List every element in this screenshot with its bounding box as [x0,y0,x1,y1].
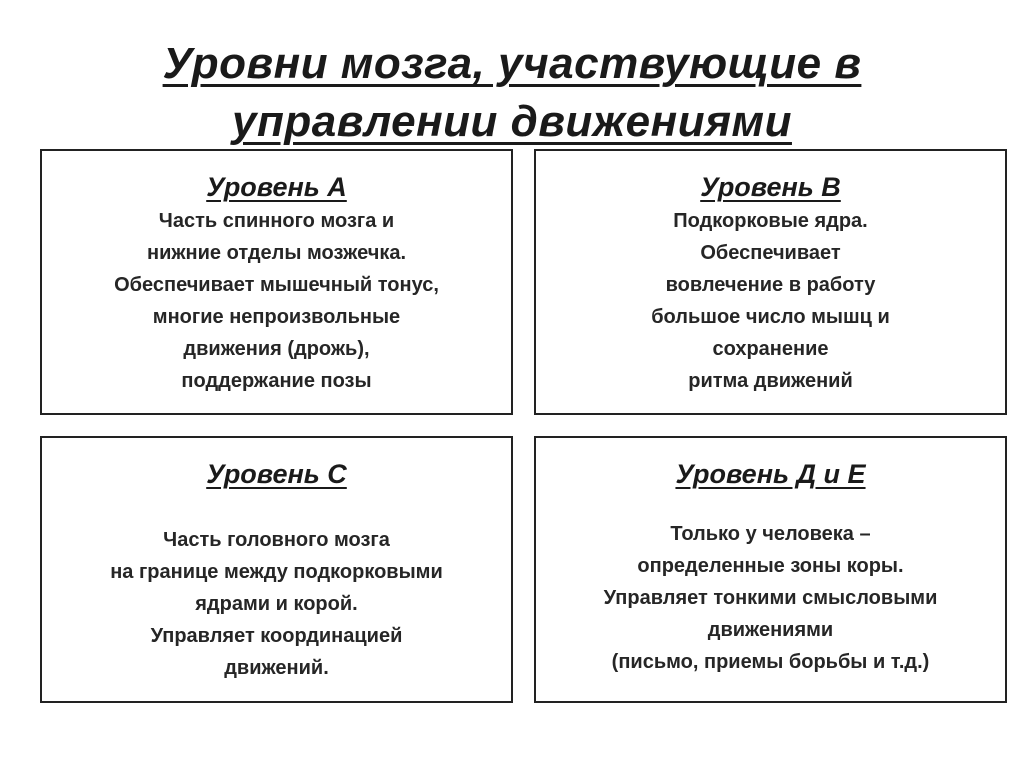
level-b-line: Подкорковые ядра. [673,210,868,232]
level-d-e-line: движениями [707,619,834,641]
level-d-e-line: (письмо, приемы борьбы и т.д.) [611,651,930,673]
level-d-e-box [534,436,1007,703]
level-a-line: Часть спинного мозга и [158,210,395,232]
level-a-box [40,149,513,415]
level-d-e-description [536,518,1005,678]
level-c-box [40,436,513,703]
level-c-line: Управляет координацией [150,625,403,647]
level-b-description [536,205,1005,397]
level-d-e-line: Только у человека – [670,523,871,545]
level-b-line: ритма движений [688,370,853,392]
level-a-line: движения (дрожь), [183,338,370,360]
level-a-line: Обеспечивает мышечный тонус, [114,274,439,296]
level-a-line: поддержание позы [181,370,372,392]
level-b-line: сохранение [712,338,829,360]
level-b-line: вовлечение в работу [665,274,876,296]
level-a-heading: Уровень А [206,172,347,202]
level-b-heading: Уровень В [700,172,841,202]
page-title [0,35,1024,151]
level-d-e-heading: Уровень Д и Е [675,459,866,489]
level-d-e-line: Управляет тонкими смысловыми [603,587,938,609]
level-c-line: на границе между подкорковыми [110,561,443,583]
level-a-description [42,205,511,397]
level-d-e-line: определенные зоны коры. [637,555,904,577]
level-c-line: Часть головного мозга [163,529,390,551]
page-title-line-1: Уровни мозга, участвующие в [162,39,862,89]
level-c-line: ядрами и корой. [195,593,358,615]
level-c-heading: Уровень С [206,459,347,489]
level-a-line: нижние отделы мозжечка. [146,242,407,264]
level-c-line: движений. [224,657,329,679]
level-a-line: многие непроизвольные [152,306,401,328]
level-b-line: Обеспечивает [700,242,841,264]
level-b-line: большое число мышц и [651,306,890,328]
page-title-line-2: управлении движениями [232,97,792,147]
level-b-box [534,149,1007,415]
level-c-description [42,524,511,684]
